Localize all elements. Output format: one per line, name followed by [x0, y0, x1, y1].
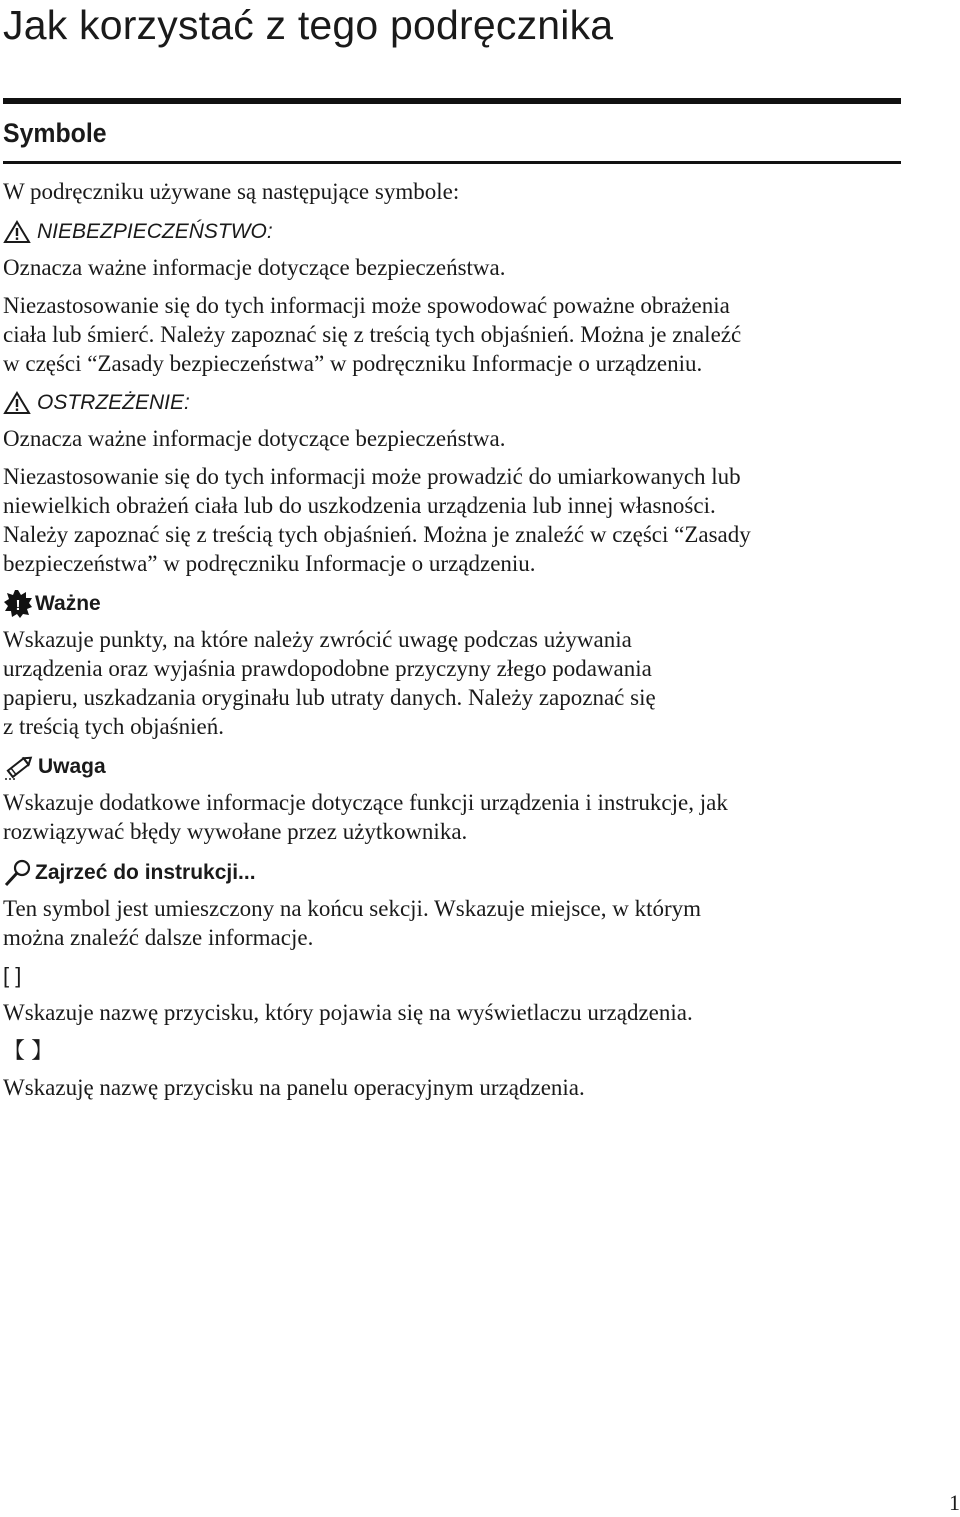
important-label: Ważne	[35, 592, 101, 615]
pencil-icon	[3, 753, 35, 781]
caution-text-line: Należy zapoznać się z treścią tych objaśnień. Można je znaleźć w części “Zasady	[3, 522, 751, 547]
note-heading	[3, 752, 106, 782]
intro-text: W podręczniku używane są następujące symbole:	[3, 179, 460, 204]
reference-text-line: można znaleźć dalsze informacje.	[3, 925, 314, 950]
caution-heading	[3, 388, 190, 418]
panel-key-text-line: Wskazuję nazwę przycisku na panelu operacyjnym urządzenia.	[3, 1075, 585, 1100]
note-label: Uwaga	[38, 755, 106, 778]
display-key-glyph: [ ]	[3, 963, 22, 988]
caution-label: OSTRZEŻENIE:	[37, 391, 190, 414]
caution-text-line: niewielkich obrażeń ciała lub do uszkodzenia urządzenia lub innej własności.	[3, 493, 716, 518]
panel-key-glyph: 【 】	[3, 1038, 54, 1063]
important-text-line: papieru, uszkadzania oryginału lub utraty danych. Należy zapoznać się	[3, 685, 656, 710]
important-text-line: Wskazuje punkty, na które należy zwrócić uwagę podczas używania	[3, 627, 632, 652]
caution-text-line: bezpieczeństwa” w podręczniku Informacje o urządzeniu.	[3, 551, 536, 576]
panel-key-heading	[3, 1036, 53, 1066]
danger-text-line: w części “Zasady bezpieczeństwa” w podręczniku Informacje o urządzeniu.	[3, 351, 703, 376]
page-title: Jak korzystać z tego podręcznika	[3, 2, 614, 48]
section-divider	[3, 161, 901, 164]
svg-text:!: !	[15, 597, 21, 614]
important-burst-icon	[3, 589, 33, 619]
danger-heading	[3, 217, 273, 247]
caution-text-line: Oznacza ważne informacje dotyczące bezpieczeństwa.	[3, 426, 506, 451]
danger-text-line: Oznacza ważne informacje dotyczące bezpieczeństwa.	[3, 255, 506, 280]
section-title: Symbole	[3, 118, 107, 148]
danger-text-line: Niezastosowanie się do tych informacji może spowodować poważne obrażenia	[3, 293, 730, 318]
note-text-line: Wskazuje dodatkowe informacje dotyczące funkcji urządzenia i instrukcje, jak	[3, 790, 728, 815]
display-key-text-line: Wskazuje nazwę przycisku, który pojawia się na wyświetlaczu urządzenia.	[3, 1000, 693, 1025]
reference-text-line: Ten symbol jest umieszczony na końcu sekcji. Wskazuje miejsce, w którym	[3, 896, 702, 921]
important-heading	[3, 589, 101, 619]
note-text-line: rozwiązywać błędy wywołane przez użytkownika.	[3, 819, 468, 844]
display-key-heading	[3, 961, 21, 991]
page-number: 1	[949, 1490, 960, 1515]
danger-text-line: ciała lub śmierć. Należy zapoznać się z treścią tych objaśnień. Można je znaleźć	[3, 322, 742, 347]
warning-triangle-icon	[3, 391, 31, 415]
important-text-line: z treścią tych objaśnień.	[3, 714, 224, 739]
important-text-line: urządzenia oraz wyjaśnia prawdopodobne przyczyny złego podawania	[3, 656, 652, 681]
reference-heading	[3, 858, 256, 888]
title-divider	[3, 98, 901, 104]
magnifier-icon	[3, 858, 33, 888]
reference-label: Zajrzeć do instrukcji...	[35, 861, 256, 884]
warning-triangle-icon	[3, 220, 31, 244]
caution-text-line: Niezastosowanie się do tych informacji może prowadzić do umiarkowanych lub	[3, 464, 741, 489]
danger-label: NIEBEZPIECZEŃSTWO:	[37, 220, 273, 243]
